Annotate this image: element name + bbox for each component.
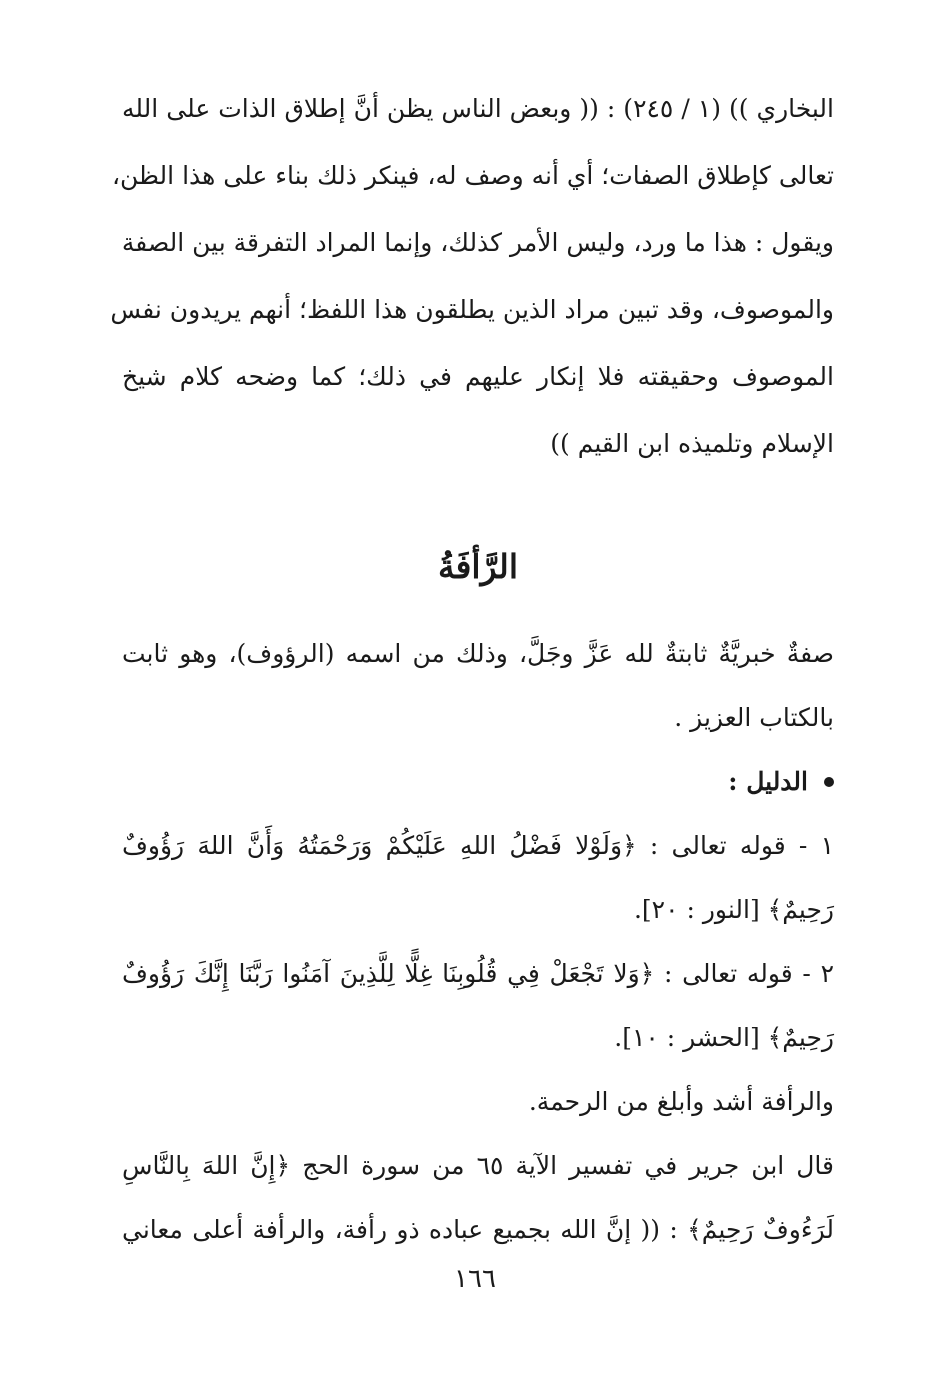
intro-line: البخاري )) (١ / ٢٤٥) : (( وبعض الناس يظن أنَّ إطلاق الذات على الله: [122, 94, 834, 123]
intro-line: تعالى كإطلاق الصفات؛ أي أنه وصف له، فينكر ذلك بناء على هذا الظن،: [111, 161, 834, 190]
statement-line: والرأفة أشد وأبلغ من الرحمة.: [528, 1087, 834, 1116]
evidence-item-line: رَحِيمٌ﴾ [النور : ٢٠].: [633, 895, 834, 924]
page-content: [110, 92, 834, 1277]
evidence-label: الدليل :: [728, 767, 808, 796]
intro-line: الإسلام وتلميذه ابن القيم )): [550, 429, 834, 458]
evidence-item-line: رَحِيمٌ﴾ [الحشر : ١٠].: [614, 1023, 834, 1052]
evidence-item-line: ١ - قوله تعالى : ﴿وَلَوْلا فَضْلُ اللهِ عَلَيْكُمْ وَرَحْمَتُهُ وَأَنَّ اللهَ رَؤُوفٌ: [122, 831, 834, 860]
definition-line: بالكتاب العزيز .: [674, 703, 834, 732]
intro-line: والموصوف، وقد تبين مراد الذين يطلقون هذا اللفظ؛ أنهم يريدون نفس: [110, 295, 834, 324]
intro-paragraph: [110, 92, 834, 461]
closing-line: قال ابن جرير في تفسير الآية ٦٥ من سورة الحج ﴿إِنَّ اللهَ بِالنَّاسِ: [122, 1151, 834, 1180]
evidence-item-line: ٢ - قوله تعالى : ﴿وَلا تَجْعَلْ فِي قُلُوبِنَا غِلًّا لِلَّذِينَ آمَنُوا رَبَّنَا إِنَّكَ رَؤُوفٌ: [122, 959, 834, 988]
closing-line: لَرَءُوفٌ رَحِيمٌ﴾ : (( إنَّ الله بجميع عباده ذو رأفة، والرأفة أعلى معاني: [122, 1215, 834, 1244]
section-body: [122, 637, 834, 1247]
section-heading: الرَّأفَةُ: [437, 547, 519, 586]
intro-line: ويقول : هذا ما ورد، وليس الأمر كذلك، وإنما المراد التفرقة بين الصفة: [121, 228, 834, 257]
definition-line: صفةٌ خبريَّةٌ ثابتةٌ لله عَزَّ وجَلَّ، وذلك من اسمه (الرؤوف)، وهو ثابت: [122, 639, 834, 668]
evidence-heading: [122, 765, 834, 799]
page-number: ١٦٦: [454, 1264, 496, 1294]
intro-line: الموصوف وحقيقته فلا إنكار عليهم في ذلك؛ كما وضحه كلام شيخ: [122, 362, 834, 391]
bullet-icon: [824, 777, 834, 787]
